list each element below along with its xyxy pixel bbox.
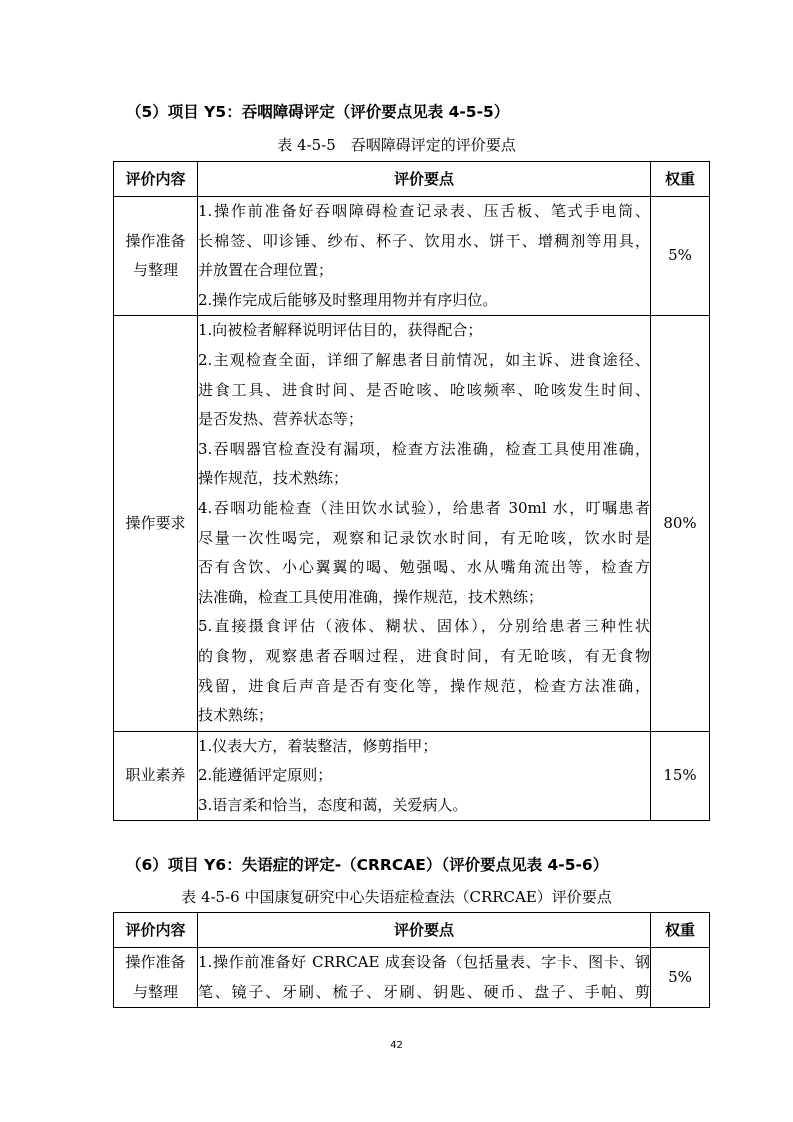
weight-cell: 5% <box>651 948 710 1008</box>
points-cell <box>198 731 651 821</box>
table-row <box>114 948 710 1008</box>
table-4-5-5-caption: 表 4-5-5 吞咽障碍评定的评价要点 <box>277 136 516 154</box>
point-line: 长棉签、叩诊锤、纱布、杯子、饮用水、饼干、增稠剂等用具， <box>198 231 650 250</box>
header-points: 评价要点 <box>198 162 651 197</box>
section-5-heading: （5）项目 Y5：吞咽障碍评定（评价要点见表 4-5-5） <box>126 103 510 121</box>
point-line: 笔、镜子、牙刷、梳子、牙刷、钥匙、硬币、盘子、手帕、剪 <box>198 982 650 1001</box>
category-line: 与整理 <box>132 261 178 280</box>
point-line: 1.仪表大方，着装整洁，修剪指甲； <box>198 736 438 755</box>
point-line: 1.向被检者解释说明评估目的，获得配合； <box>198 321 483 340</box>
point-line: 进食工具、进食时间、是否呛咳、呛咳频率、呛咳发生时间、 <box>198 380 650 399</box>
category-line: 职业素养 <box>125 766 186 785</box>
point-line: 3.吞咽器官检查没有漏项，检查方法准确，检查工具使用准确， <box>198 439 650 458</box>
point-line: 尽量一次性喝完，观察和记录饮水时间，有无呛咳，饮水时是 <box>198 528 650 547</box>
point-line: 法准确，检查工具使用准确，操作规范，技术熟练； <box>198 587 544 606</box>
category-cell <box>114 731 198 821</box>
point-line: 操作规范，技术熟练； <box>198 469 349 488</box>
point-line: 1.操作前准备好吞咽障碍检查记录表、压舌板、笔式手电筒、 <box>198 202 650 220</box>
header-content: 评价内容 <box>114 913 198 948</box>
weight-cell: 15% <box>651 731 710 821</box>
point-line: 2.操作完成后能够及时整理用物并有序归位。 <box>198 290 498 309</box>
point-line: 1.操作前准备好 CRRCAE 成套设备（包括量表、字卡、图卡、钢 <box>198 953 650 971</box>
weight-cell: 5% <box>651 197 710 316</box>
point-line: 2.主观检查全面，详细了解患者目前情况，如主诉、进食途径、 <box>198 350 650 369</box>
table-4-5-5 <box>113 161 710 821</box>
table-row <box>114 731 710 821</box>
point-line: 2.能遵循评定原则； <box>198 766 333 785</box>
point-line: 的食物，观察患者吞咽过程，进食时间，有无呛咳，有无食物 <box>198 646 650 665</box>
header-row <box>114 913 710 948</box>
category-line: 操作要求 <box>125 513 186 532</box>
point-line: 4.吞咽功能检查（洼田饮水试验），给患者 30ml 水，叮嘱患者 <box>198 498 650 517</box>
point-line: 5.直接摄食评估（液体、糊状、固体），分别给患者三种性状 <box>198 617 650 636</box>
point-line: 技术熟练； <box>198 706 274 725</box>
header-content: 评价内容 <box>114 162 198 197</box>
point-line: 是否发热、营养状态等； <box>198 410 364 429</box>
header-row <box>114 162 710 197</box>
table-4-5-6 <box>113 912 710 1008</box>
points-cell <box>198 316 651 731</box>
point-line: 残留，进食后声音是否有变化等，操作规范，检查方法准确， <box>198 676 650 695</box>
point-line: 3.语言柔和恰当，态度和蔼，关爱病人。 <box>198 795 468 814</box>
table-row <box>114 197 710 316</box>
category-line: 操作准备 <box>125 231 186 250</box>
weight-cell: 80% <box>651 316 710 731</box>
category-cell <box>114 197 198 316</box>
page-number: 42 <box>390 1040 403 1051</box>
table-4-5-6-caption: 表 4-5-6 中国康复研究中心失语症检查法（CRRCAE）评价要点 <box>181 888 612 906</box>
category-cell <box>114 948 198 1008</box>
header-points: 评价要点 <box>198 913 651 948</box>
point-line: 并放置在合理位置； <box>198 261 334 280</box>
points-cell <box>198 197 651 316</box>
category-cell <box>114 316 198 731</box>
section-6-heading: （6）项目 Y6：失语症的评定-（CRRCAE）（评价要点见表 4-5-6） <box>126 856 609 874</box>
category-line: 操作准备 <box>125 953 186 971</box>
table-row <box>114 316 710 731</box>
points-cell <box>198 948 651 1008</box>
category-line: 与整理 <box>132 982 178 1001</box>
header-weight: 权重 <box>651 162 710 197</box>
header-weight: 权重 <box>651 913 710 948</box>
point-line: 否有含饮、小心翼翼的喝、勉强喝、水从嘴角流出等，检查方 <box>198 558 650 577</box>
